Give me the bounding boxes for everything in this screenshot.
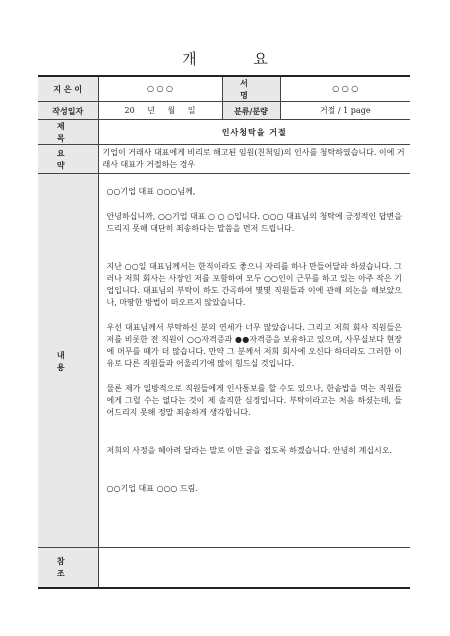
summary-form [38,75,410,589]
summary-label: 요 약 [38,145,98,174]
signature-label: 서 명 [222,76,280,102]
reference-label: 참 조 [38,548,98,588]
author-value: ○ ○ ○ [98,76,222,102]
signature-value: ○ ○ ○ [280,76,410,102]
date-label: 작성일자 [38,102,98,120]
subject-label: 제 목 [38,120,98,145]
content-label: 내 용 [38,174,98,548]
author-label: 지 은 이 [38,76,98,102]
letter-body [98,174,410,548]
letter-closing: ○○기업 대표 ○○○ 드림. [106,484,198,493]
category-label: 분류/분량 [222,102,280,120]
date-value: 20 년 월 일 [98,102,222,120]
letter-salutation: ○○기업 대표 ○○○님께, [106,187,196,196]
letter-paragraph: 안녕하십니까, ○○기업 대표 ○ ○ ○입니다. ○○○ 대표님의 청탁에 긍정적인 답변을 드리지 못해 대단히 죄송하다는 말씀을 먼저 드립니다. [106,212,402,233]
letter-paragraph: 지난 ○○일 대표님께서는 한직이라도 좋으니 자리를 하나 만들어달라 하셨습니다. 그러나 저희 회사는 사장인 저를 포함하여 모두 ○○인이 근무를 하고 있는 아주 작은 기업입니다. 대표님의 부탁이 하도 간곡하여 몇몇 직원들과 이에 관해 의논을 해보았으나, 마땅한 방법이 떠오르지 않았습니다. [106,262,402,307]
letter-paragraph: 물론 제가 일방적으로 직원들에게 인사통보를 할 수도 있으나, 한솥밥을 먹는 직원들에게 그럴 수는 없다는 것이 제 솔직한 심정입니다. 부탁이라고는 처음 하셨는데, 들어드리지 못해 정말 죄송하게 생각합니다. [106,384,402,417]
subject-value: 인사청탁을 거절 [98,120,410,145]
category-value: 거절 / 1 page [280,102,410,120]
document-title: 개 요 [182,50,294,68]
letter-paragraph: 우선 대표님께서 부탁하신 분의 연세가 너무 많았습니다. 그리고 저희 회사 직원들은 저를 비롯한 전 직원이 ○○자격증과 ●●자격증을 보유하고 있으며, 사무실보다 현장에 머무를 때가 더 많습니다. 만약 그 분께서 저희 회사에 오신다 하더라도 그러한 이유로 다른 직원들과 어울리기에 많이 힘드실 것입니다. [106,323,402,368]
reference-value [98,548,410,588]
letter-paragraph: 저희의 사정을 헤아려 달라는 말로 이만 글을 접도록 하겠습니다. 안녕히 계십시오. [106,446,393,455]
summary-value: 기업이 거래사 대표에게 비리로 해고된 임원(친척임)의 인사를 청탁하였습니다. 이에 거래사 대표가 거절하는 경우 [98,145,410,174]
